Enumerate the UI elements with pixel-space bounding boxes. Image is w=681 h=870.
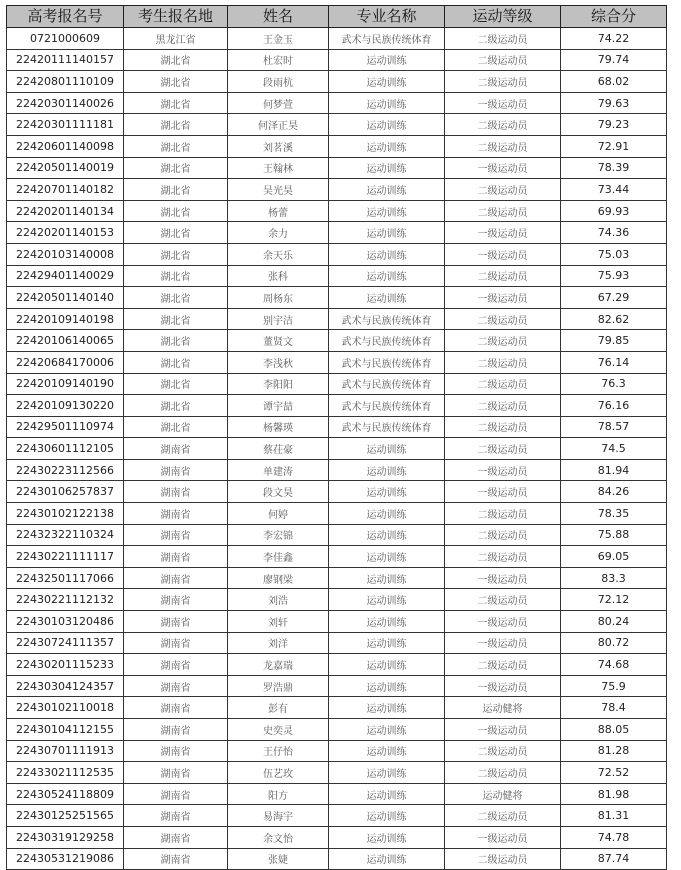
sport-level-cell: 一级运动员 [445, 567, 561, 589]
name-cell: 周杨东 [228, 287, 329, 309]
registration-place-cell: 湖南省 [124, 546, 228, 568]
name-cell: 罗浩鼎 [228, 675, 329, 697]
name-cell: 张科 [228, 265, 329, 287]
major-cell: 运动训练 [329, 567, 445, 589]
table-row [7, 330, 667, 352]
registration-number-cell: 22430102122138 [7, 503, 124, 525]
registration-place-cell: 湖北省 [124, 49, 228, 71]
registration-place-cell: 湖北省 [124, 373, 228, 395]
total-score-cell: 81.31 [561, 805, 667, 827]
registration-place-cell: 湖南省 [124, 589, 228, 611]
table-row [7, 157, 667, 179]
total-score-cell: 78.4 [561, 697, 667, 719]
registration-number-cell: 22430102110018 [7, 697, 124, 719]
registration-place-cell: 湖南省 [124, 481, 228, 503]
registration-place-cell: 湖南省 [124, 848, 228, 870]
name-cell: 段雨杭 [228, 71, 329, 93]
table-row [7, 654, 667, 676]
major-cell: 运动训练 [329, 762, 445, 784]
header-sport-level: 运动等级 [445, 6, 561, 28]
major-cell: 运动训练 [329, 740, 445, 762]
admission-results-table [6, 5, 667, 870]
name-cell: 李佳鑫 [228, 546, 329, 568]
table-row [7, 92, 667, 114]
header-registration-number: 高考报名号 [7, 6, 124, 28]
registration-number-cell: 22432501117066 [7, 567, 124, 589]
registration-place-cell: 湖南省 [124, 503, 228, 525]
total-score-cell: 76.3 [561, 373, 667, 395]
name-cell: 单建涛 [228, 459, 329, 481]
name-cell: 余天乐 [228, 243, 329, 265]
major-cell: 运动训练 [329, 719, 445, 741]
name-cell: 刘轩 [228, 611, 329, 633]
header-name: 姓名 [228, 6, 329, 28]
major-cell: 运动训练 [329, 438, 445, 460]
registration-place-cell: 湖南省 [124, 438, 228, 460]
registration-number-cell: 22430319129258 [7, 826, 124, 848]
name-cell: 蔡茌豪 [228, 438, 329, 460]
registration-number-cell: 22430223112566 [7, 459, 124, 481]
name-cell: 易海宇 [228, 805, 329, 827]
table-row [7, 826, 667, 848]
registration-place-cell: 湖南省 [124, 632, 228, 654]
total-score-cell: 79.63 [561, 92, 667, 114]
sport-level-cell: 一级运动员 [445, 481, 561, 503]
major-cell: 运动训练 [329, 49, 445, 71]
table-row [7, 351, 667, 373]
table-row [7, 632, 667, 654]
total-score-cell: 69.05 [561, 546, 667, 568]
registration-place-cell: 湖南省 [124, 719, 228, 741]
major-cell: 运动训练 [329, 524, 445, 546]
registration-place-cell: 湖北省 [124, 308, 228, 330]
total-score-cell: 75.03 [561, 243, 667, 265]
sport-level-cell: 一级运动员 [445, 675, 561, 697]
table-row [7, 805, 667, 827]
sport-level-cell: 二级运动员 [445, 351, 561, 373]
table-row [7, 719, 667, 741]
registration-place-cell: 湖北省 [124, 179, 228, 201]
name-cell: 余力 [228, 222, 329, 244]
header-major: 专业名称 [329, 6, 445, 28]
total-score-cell: 80.72 [561, 632, 667, 654]
total-score-cell: 81.98 [561, 783, 667, 805]
table-row [7, 611, 667, 633]
registration-place-cell: 湖南省 [124, 459, 228, 481]
table-row [7, 697, 667, 719]
registration-place-cell: 湖北省 [124, 395, 228, 417]
total-score-cell: 76.14 [561, 351, 667, 373]
table-row [7, 675, 667, 697]
total-score-cell: 84.26 [561, 481, 667, 503]
total-score-cell: 74.22 [561, 28, 667, 50]
name-cell: 王金玉 [228, 28, 329, 50]
name-cell: 彭有 [228, 697, 329, 719]
name-cell: 杨馨瑛 [228, 416, 329, 438]
registration-place-cell: 湖北省 [124, 416, 228, 438]
registration-number-cell: 22420684170006 [7, 351, 124, 373]
total-score-cell: 73.44 [561, 179, 667, 201]
sport-level-cell: 二级运动员 [445, 546, 561, 568]
sport-level-cell: 二级运动员 [445, 848, 561, 870]
major-cell: 运动训练 [329, 675, 445, 697]
header-total-score: 综合分 [561, 6, 667, 28]
total-score-cell: 81.28 [561, 740, 667, 762]
major-cell: 运动训练 [329, 503, 445, 525]
major-cell: 武术与民族传统体育 [329, 330, 445, 352]
name-cell: 杨蕾 [228, 200, 329, 222]
registration-number-cell: 22430103120486 [7, 611, 124, 633]
registration-place-cell: 湖南省 [124, 567, 228, 589]
registration-place-cell: 湖南省 [124, 654, 228, 676]
name-cell: 廖钢梁 [228, 567, 329, 589]
sport-level-cell: 二级运动员 [445, 503, 561, 525]
total-score-cell: 75.93 [561, 265, 667, 287]
total-score-cell: 79.23 [561, 114, 667, 136]
sport-level-cell: 二级运动员 [445, 762, 561, 784]
sport-level-cell: 二级运动员 [445, 308, 561, 330]
major-cell: 运动训练 [329, 135, 445, 157]
registration-number-cell: 22430701111913 [7, 740, 124, 762]
table-row [7, 395, 667, 417]
registration-place-cell: 湖南省 [124, 826, 228, 848]
sport-level-cell: 二级运动员 [445, 135, 561, 157]
major-cell: 武术与民族传统体育 [329, 308, 445, 330]
registration-place-cell: 湖北省 [124, 135, 228, 157]
total-score-cell: 78.57 [561, 416, 667, 438]
registration-number-cell: 22433021112535 [7, 762, 124, 784]
registration-number-cell: 22420501140140 [7, 287, 124, 309]
major-cell: 运动训练 [329, 265, 445, 287]
total-score-cell: 79.85 [561, 330, 667, 352]
major-cell: 运动训练 [329, 697, 445, 719]
sport-level-cell: 一级运动员 [445, 243, 561, 265]
major-cell: 运动训练 [329, 71, 445, 93]
name-cell: 何泽正昊 [228, 114, 329, 136]
total-score-cell: 74.78 [561, 826, 667, 848]
registration-place-cell: 湖北省 [124, 157, 228, 179]
sport-level-cell: 一级运动员 [445, 157, 561, 179]
total-score-cell: 78.35 [561, 503, 667, 525]
total-score-cell: 74.36 [561, 222, 667, 244]
sport-level-cell: 一级运动员 [445, 92, 561, 114]
registration-number-cell: 22420701140182 [7, 179, 124, 201]
major-cell: 运动训练 [329, 200, 445, 222]
sport-level-cell: 一级运动员 [445, 632, 561, 654]
total-score-cell: 82.62 [561, 308, 667, 330]
major-cell: 运动训练 [329, 243, 445, 265]
registration-place-cell: 湖北省 [124, 243, 228, 265]
registration-number-cell: 22420201140153 [7, 222, 124, 244]
table-body [7, 28, 667, 870]
registration-number-cell: 22430106257837 [7, 481, 124, 503]
sport-level-cell: 一级运动员 [445, 826, 561, 848]
registration-number-cell: 22430104112155 [7, 719, 124, 741]
major-cell: 运动训练 [329, 589, 445, 611]
table-row [7, 567, 667, 589]
table-row [7, 308, 667, 330]
sport-level-cell: 二级运动员 [445, 71, 561, 93]
total-score-cell: 74.5 [561, 438, 667, 460]
registration-place-cell: 湖北省 [124, 265, 228, 287]
table-header-row [7, 6, 667, 28]
table-row [7, 438, 667, 460]
name-cell: 王翰林 [228, 157, 329, 179]
name-cell: 刘茗溪 [228, 135, 329, 157]
registration-number-cell: 22430724111357 [7, 632, 124, 654]
name-cell: 刘浩 [228, 589, 329, 611]
registration-number-cell: 22420301140026 [7, 92, 124, 114]
registration-number-cell: 22430304124357 [7, 675, 124, 697]
registration-number-cell: 22430125251565 [7, 805, 124, 827]
registration-number-cell: 22429501110974 [7, 416, 124, 438]
major-cell: 运动训练 [329, 546, 445, 568]
registration-place-cell: 湖北省 [124, 351, 228, 373]
sport-level-cell: 一级运动员 [445, 611, 561, 633]
total-score-cell: 67.29 [561, 287, 667, 309]
registration-place-cell: 湖南省 [124, 740, 228, 762]
registration-number-cell: 22420111140157 [7, 49, 124, 71]
registration-place-cell: 黑龙江省 [124, 28, 228, 50]
table-row [7, 114, 667, 136]
registration-number-cell: 22420501140019 [7, 157, 124, 179]
total-score-cell: 79.74 [561, 49, 667, 71]
name-cell: 余文怡 [228, 826, 329, 848]
registration-number-cell: 22430531219086 [7, 848, 124, 870]
results-table-container [6, 5, 667, 870]
total-score-cell: 72.91 [561, 135, 667, 157]
name-cell: 别宇洁 [228, 308, 329, 330]
table-row [7, 287, 667, 309]
registration-number-cell: 22420106140065 [7, 330, 124, 352]
major-cell: 运动训练 [329, 826, 445, 848]
table-row [7, 503, 667, 525]
sport-level-cell: 二级运动员 [445, 330, 561, 352]
registration-place-cell: 湖北省 [124, 71, 228, 93]
registration-number-cell: 22420109140198 [7, 308, 124, 330]
table-row [7, 459, 667, 481]
name-cell: 李阳阳 [228, 373, 329, 395]
sport-level-cell: 一级运动员 [445, 719, 561, 741]
registration-place-cell: 湖南省 [124, 805, 228, 827]
total-score-cell: 81.94 [561, 459, 667, 481]
registration-number-cell: 0721000609 [7, 28, 124, 50]
major-cell: 运动训练 [329, 92, 445, 114]
table-row [7, 762, 667, 784]
name-cell: 李宏锦 [228, 524, 329, 546]
major-cell: 运动训练 [329, 222, 445, 244]
registration-place-cell: 湖北省 [124, 330, 228, 352]
name-cell: 刘洋 [228, 632, 329, 654]
name-cell: 谭宇喆 [228, 395, 329, 417]
sport-level-cell: 二级运动员 [445, 179, 561, 201]
sport-level-cell: 二级运动员 [445, 265, 561, 287]
table-row [7, 265, 667, 287]
registration-place-cell: 湖北省 [124, 200, 228, 222]
major-cell: 运动训练 [329, 611, 445, 633]
table-row [7, 243, 667, 265]
table-row [7, 222, 667, 244]
table-row [7, 546, 667, 568]
name-cell: 杜宏时 [228, 49, 329, 71]
name-cell: 段文昊 [228, 481, 329, 503]
registration-place-cell: 湖南省 [124, 783, 228, 805]
registration-number-cell: 22429401140029 [7, 265, 124, 287]
sport-level-cell: 二级运动员 [445, 373, 561, 395]
registration-place-cell: 湖北省 [124, 92, 228, 114]
table-row [7, 740, 667, 762]
sport-level-cell: 二级运动员 [445, 654, 561, 676]
registration-place-cell: 湖南省 [124, 524, 228, 546]
sport-level-cell: 运动健将 [445, 697, 561, 719]
name-cell: 吴光昊 [228, 179, 329, 201]
name-cell: 何婷 [228, 503, 329, 525]
name-cell: 阳方 [228, 783, 329, 805]
major-cell: 运动训练 [329, 654, 445, 676]
sport-level-cell: 一级运动员 [445, 222, 561, 244]
sport-level-cell: 一级运动员 [445, 459, 561, 481]
registration-place-cell: 湖北省 [124, 287, 228, 309]
sport-level-cell: 二级运动员 [445, 28, 561, 50]
major-cell: 运动训练 [329, 848, 445, 870]
registration-place-cell: 湖北省 [124, 114, 228, 136]
name-cell: 王仔怡 [228, 740, 329, 762]
major-cell: 运动训练 [329, 783, 445, 805]
major-cell: 武术与民族传统体育 [329, 28, 445, 50]
table-row [7, 179, 667, 201]
table-row [7, 783, 667, 805]
table-row [7, 848, 667, 870]
major-cell: 武术与民族传统体育 [329, 351, 445, 373]
total-score-cell: 72.12 [561, 589, 667, 611]
sport-level-cell: 二级运动员 [445, 805, 561, 827]
major-cell: 武术与民族传统体育 [329, 416, 445, 438]
major-cell: 运动训练 [329, 287, 445, 309]
sport-level-cell: 二级运动员 [445, 589, 561, 611]
registration-number-cell: 22420601140098 [7, 135, 124, 157]
name-cell: 龙嘉瑞 [228, 654, 329, 676]
name-cell: 史奕灵 [228, 719, 329, 741]
major-cell: 武术与民族传统体育 [329, 373, 445, 395]
registration-place-cell: 湖南省 [124, 762, 228, 784]
total-score-cell: 87.74 [561, 848, 667, 870]
total-score-cell: 78.39 [561, 157, 667, 179]
sport-level-cell: 二级运动员 [445, 524, 561, 546]
registration-number-cell: 22420109130220 [7, 395, 124, 417]
registration-number-cell: 22430221111117 [7, 546, 124, 568]
registration-number-cell: 22420109140190 [7, 373, 124, 395]
registration-number-cell: 22420103140008 [7, 243, 124, 265]
registration-number-cell: 22430601112105 [7, 438, 124, 460]
major-cell: 运动训练 [329, 805, 445, 827]
table-row [7, 200, 667, 222]
table-row [7, 416, 667, 438]
registration-number-cell: 22430221112132 [7, 589, 124, 611]
table-row [7, 373, 667, 395]
name-cell: 李浅秋 [228, 351, 329, 373]
registration-place-cell: 湖南省 [124, 675, 228, 697]
sport-level-cell: 二级运动员 [445, 200, 561, 222]
table-row [7, 71, 667, 93]
table-row [7, 135, 667, 157]
total-score-cell: 88.05 [561, 719, 667, 741]
registration-place-cell: 湖南省 [124, 697, 228, 719]
registration-number-cell: 22432322110324 [7, 524, 124, 546]
table-row [7, 49, 667, 71]
sport-level-cell: 二级运动员 [445, 416, 561, 438]
total-score-cell: 68.02 [561, 71, 667, 93]
total-score-cell: 74.68 [561, 654, 667, 676]
major-cell: 运动训练 [329, 481, 445, 503]
name-cell: 伍艺玫 [228, 762, 329, 784]
name-cell: 董贤文 [228, 330, 329, 352]
major-cell: 运动训练 [329, 114, 445, 136]
total-score-cell: 75.9 [561, 675, 667, 697]
registration-number-cell: 22420801110109 [7, 71, 124, 93]
registration-number-cell: 22430524118809 [7, 783, 124, 805]
table-row [7, 481, 667, 503]
major-cell: 武术与民族传统体育 [329, 395, 445, 417]
sport-level-cell: 运动健将 [445, 783, 561, 805]
sport-level-cell: 二级运动员 [445, 114, 561, 136]
total-score-cell: 83.3 [561, 567, 667, 589]
table-row [7, 28, 667, 50]
sport-level-cell: 二级运动员 [445, 49, 561, 71]
header-registration-place: 考生报名地 [124, 6, 228, 28]
major-cell: 运动训练 [329, 632, 445, 654]
registration-place-cell: 湖南省 [124, 611, 228, 633]
registration-number-cell: 22430201115233 [7, 654, 124, 676]
table-row [7, 589, 667, 611]
total-score-cell: 72.52 [561, 762, 667, 784]
major-cell: 运动训练 [329, 459, 445, 481]
name-cell: 张婕 [228, 848, 329, 870]
total-score-cell: 80.24 [561, 611, 667, 633]
registration-place-cell: 湖北省 [124, 222, 228, 244]
major-cell: 运动训练 [329, 157, 445, 179]
sport-level-cell: 二级运动员 [445, 740, 561, 762]
registration-number-cell: 22420201140134 [7, 200, 124, 222]
total-score-cell: 76.16 [561, 395, 667, 417]
total-score-cell: 69.93 [561, 200, 667, 222]
name-cell: 何梦萱 [228, 92, 329, 114]
registration-number-cell: 22420301111181 [7, 114, 124, 136]
table-row [7, 524, 667, 546]
sport-level-cell: 一级运动员 [445, 287, 561, 309]
major-cell: 运动训练 [329, 179, 445, 201]
sport-level-cell: 二级运动员 [445, 438, 561, 460]
total-score-cell: 75.88 [561, 524, 667, 546]
sport-level-cell: 二级运动员 [445, 395, 561, 417]
